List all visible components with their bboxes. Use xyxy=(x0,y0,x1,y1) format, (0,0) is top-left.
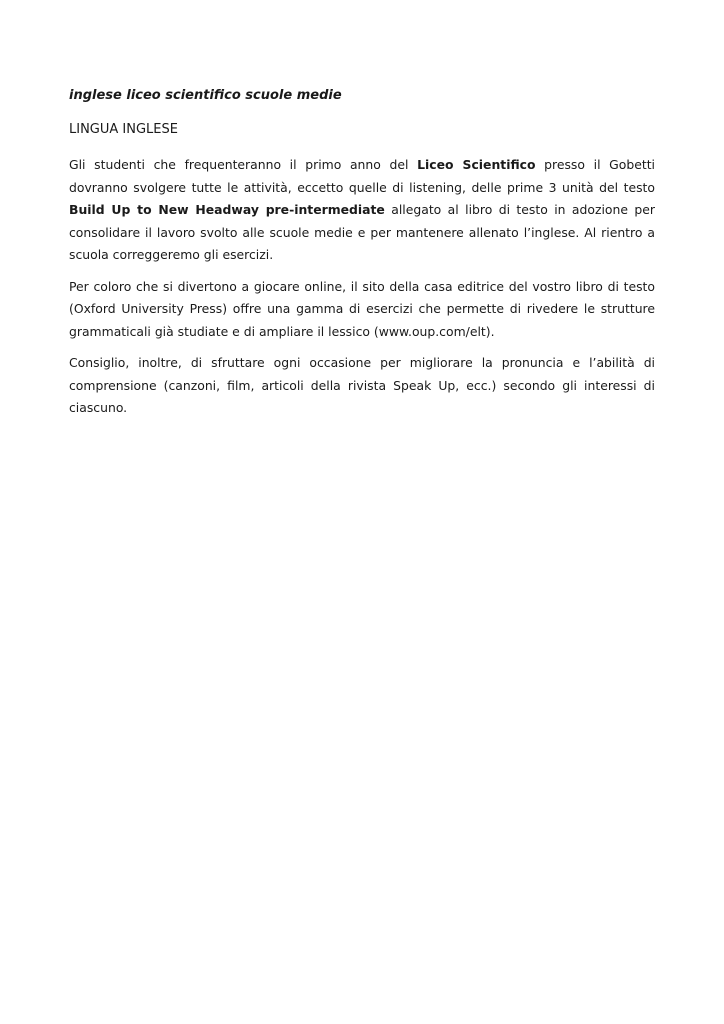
paragraph-1-text-1: Gli studenti che frequenteranno il primo anno del xyxy=(69,157,418,172)
paragraph-1-text-2: presso il Gobetti dovranno svolgere tutte le attività, eccetto quelle di listening, delle prime 3 unità del testo xyxy=(69,157,656,195)
paragraph-1-bold-2: Build Up to New Headway pre-intermediate xyxy=(69,202,385,217)
paragraph-1 xyxy=(69,154,655,267)
document-header: inglese liceo scientifico scuole medie xyxy=(69,88,342,103)
paragraph-1-bold-1: Liceo Scientifico xyxy=(417,157,536,172)
paragraph-3: Consiglio, inoltre, di sfruttare ogni occasione per migliorare la pronuncia e l’abilità di comprensione (canzoni, film, articoli della rivista Speak Up, ecc.) secondo gli interessi di ciascuno. xyxy=(69,355,655,415)
paragraph-2: Per coloro che si divertono a giocare online, il sito della casa editrice del vostro libro di testo (Oxford University Press) offre una gamma di esercizi che permette di rivedere le strutture grammaticali già studiate e di ampliare il lessico (www.oup.com/elt). xyxy=(69,278,655,339)
document-page xyxy=(69,86,655,429)
paragraph-1-text-3: allegato al libro di testo in adozione per consolidare il lavoro svolto alle scuole medie e per mantenere allenato l’inglese. Al rientro a scuola correggeremo gli esercizi. xyxy=(69,202,655,262)
section-title: LINGUA INGLESE xyxy=(69,122,178,137)
